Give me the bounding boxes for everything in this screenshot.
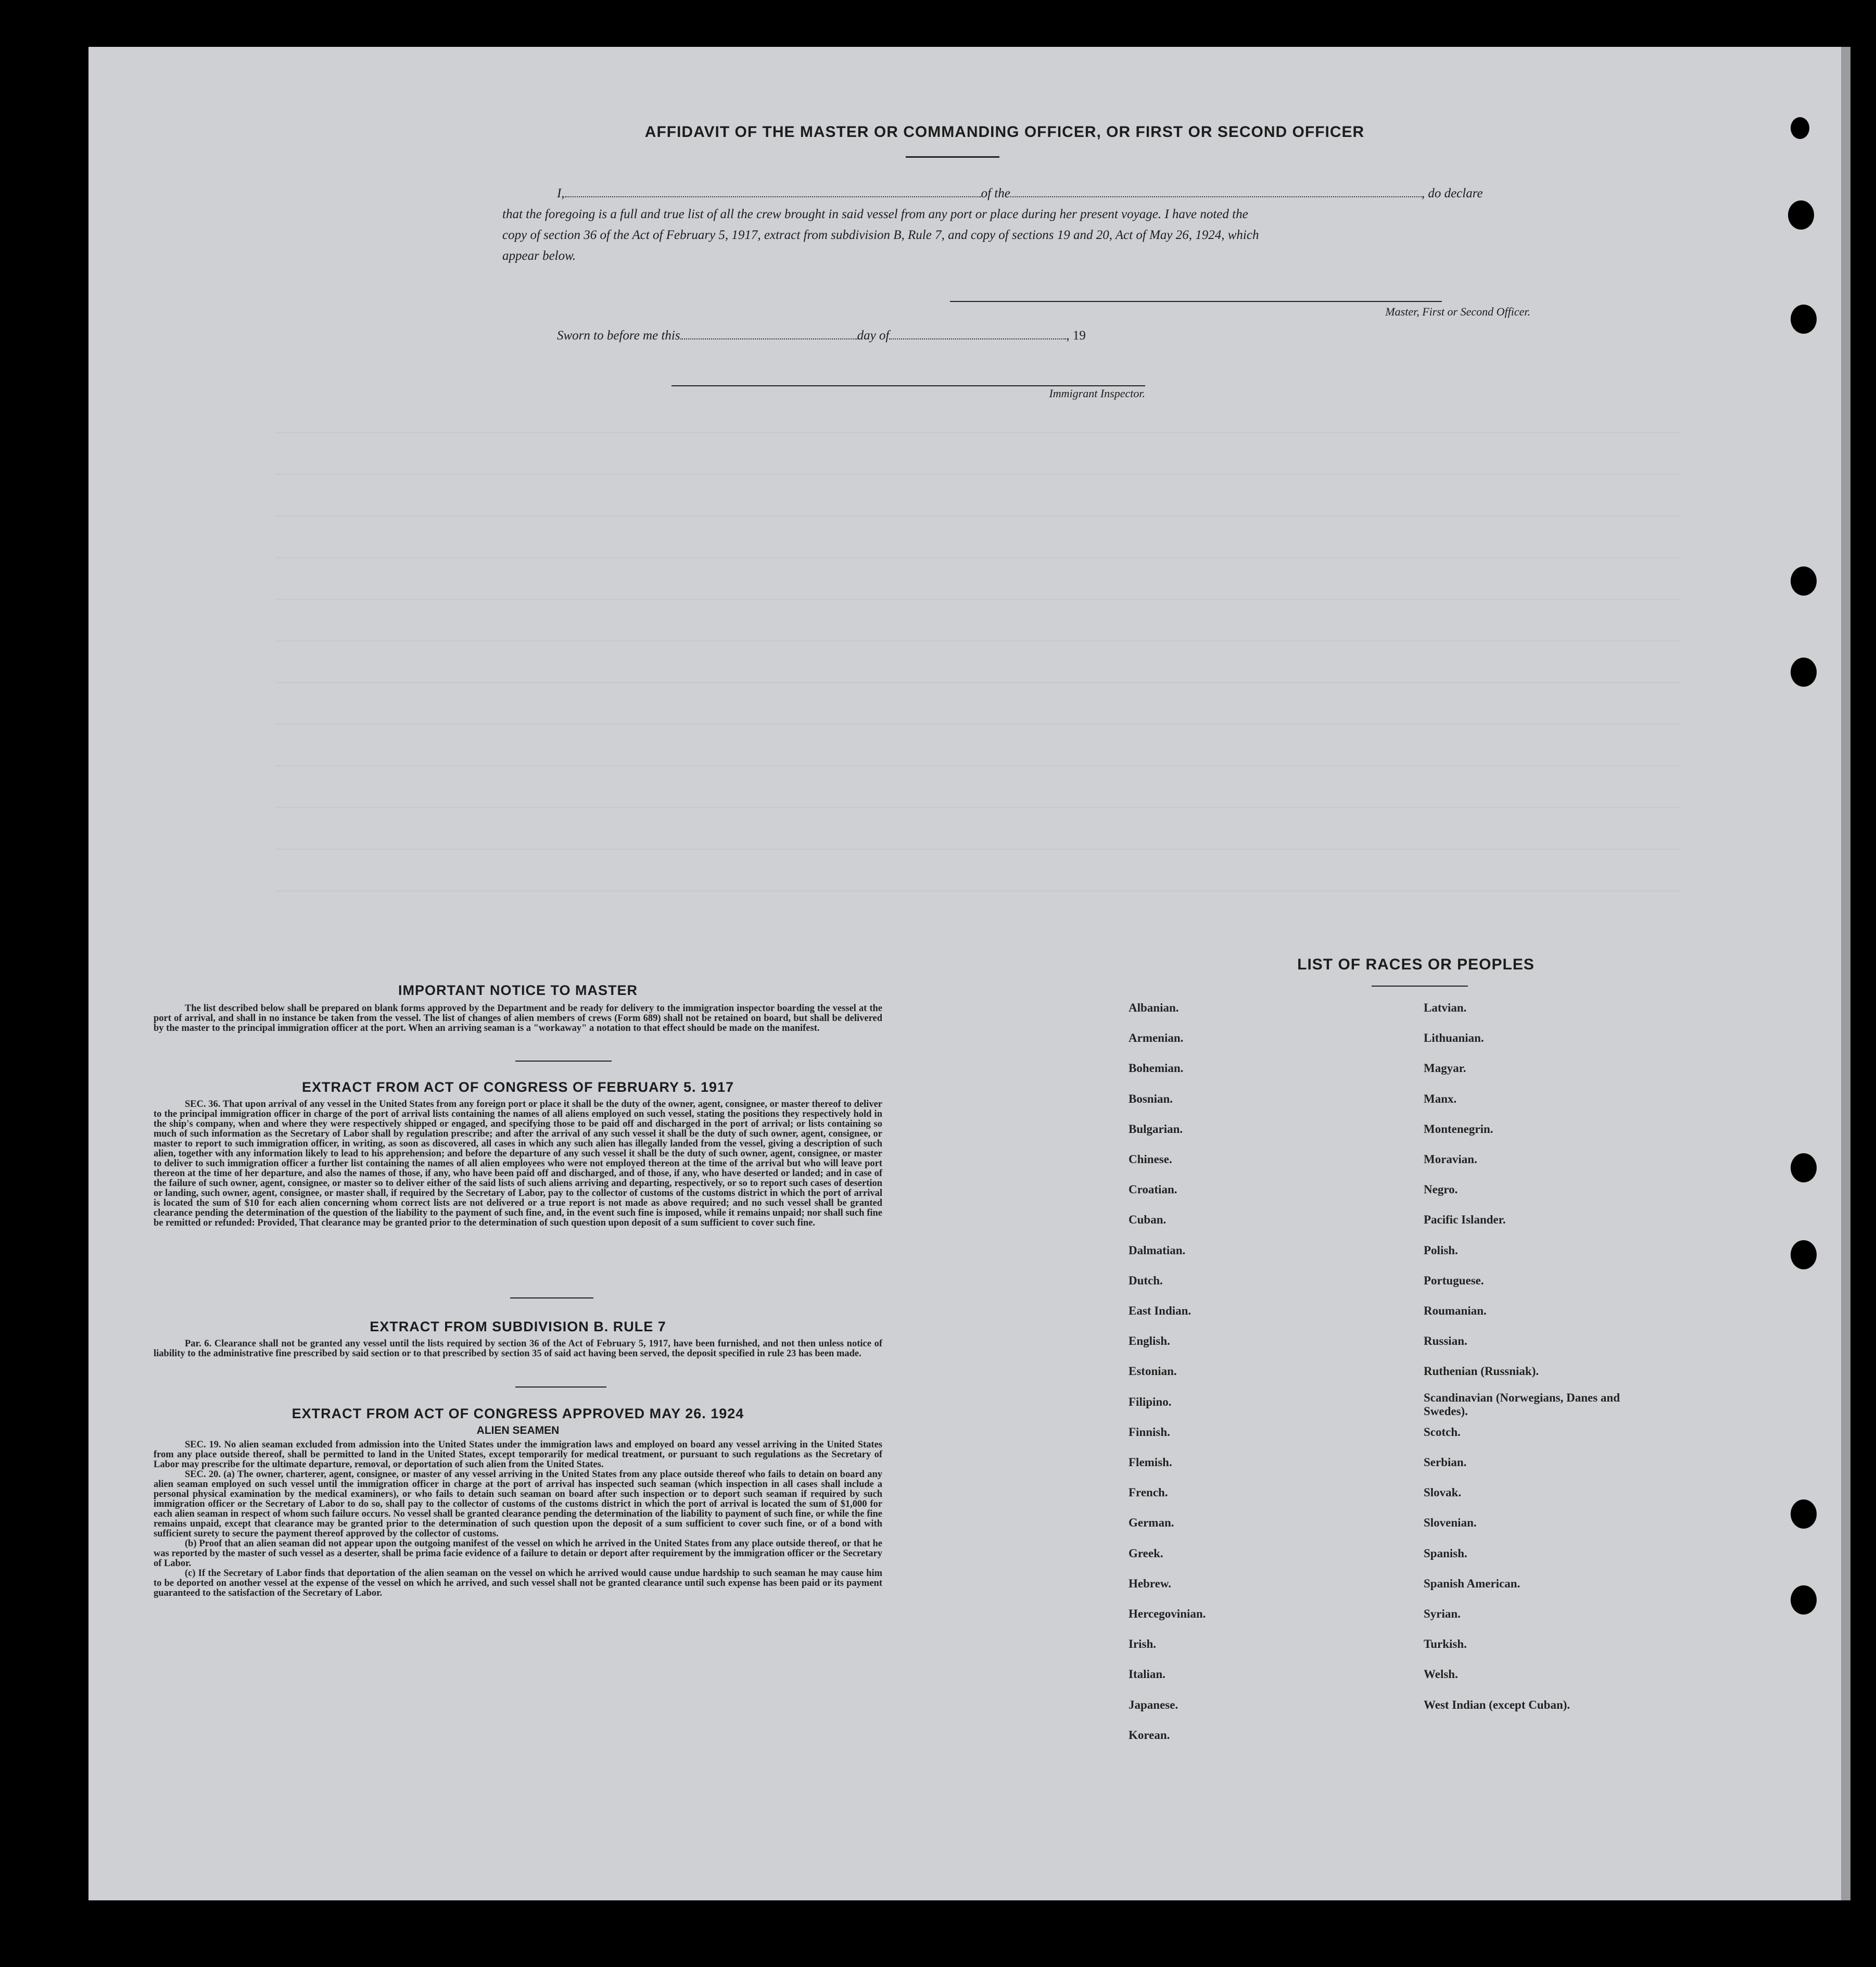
title-rule bbox=[906, 156, 999, 158]
race-item: East Indian. bbox=[1129, 1304, 1191, 1317]
alien-seamen-subtitle: ALIEN SEAMEN bbox=[476, 1424, 560, 1436]
race-item: Latvian. bbox=[1424, 1001, 1467, 1014]
races-title: LIST OF RACES OR PEOPLES bbox=[1297, 956, 1535, 973]
extract-1924-body bbox=[154, 1440, 882, 1598]
race-item: Greek. bbox=[1129, 1546, 1163, 1560]
race-item: Bosnian. bbox=[1129, 1092, 1173, 1105]
race-item: Dutch. bbox=[1129, 1273, 1163, 1287]
affidavit-line-3: copy of section 36 of the Act of February 5, 1917, extract from subdivision B, Rule 7, and copy of sections 19 and 20, Act of May 26, 1924, which bbox=[502, 228, 1259, 242]
race-item: Dalmatian. bbox=[1129, 1243, 1186, 1257]
race-item: French. bbox=[1129, 1486, 1168, 1499]
race-item: Croatian. bbox=[1129, 1183, 1177, 1196]
binder-hole bbox=[1791, 305, 1817, 334]
affidavit-line-2: that the foregoing is a full and true list of all the crew brought in said vessel from any port or place during her present voyage. I have noted the bbox=[502, 207, 1248, 221]
form-page bbox=[88, 47, 1850, 1900]
race-item: Russian. bbox=[1424, 1334, 1467, 1348]
race-item: Serbian. bbox=[1424, 1456, 1467, 1469]
race-item: Polish. bbox=[1424, 1243, 1458, 1257]
race-item: English. bbox=[1129, 1334, 1170, 1348]
extract-1917-rule bbox=[510, 1297, 593, 1298]
extract-1917-body: SEC. 36. That upon arrival of any vessel in the United States from any foreign port or place it shall be the duty of the owner, agent, consignee, or master thereof to deliver to the principal immigration officer in charge of the port of arrival lists containing the names of all aliens employed on such vessel, stating the positions they respectively hold in the ship's company, when and where they were respectively shipped or engaged, and specifying those to be paid off and discharged in the port of arrival; or lists containing so much of such information as the Secretary of Labor shall by regulation prescribe; and after the arrival of any such vessel it shall be the duty of such owner, agent, consignee, or master to report to such immigration officer, in writing, as soon as discovered, all cases in which any such alien has illegally landed from the vessel, giving a description of such alien, together with any information likely to lead to his apprehension; and before the departure of any such vessel it shall be the duty of such owner, agent, consignee, or master to deliver to such immigration officer a further list containing the names of all alien employees who were not employed thereon at the time of the arrival but who will leave port thereon at the time of her departure, and also the names of those, if any, who have been paid off and discharged, and of those, if any, who have deserted or landed; and in case of the failure of such owner, agent, consignee, or master so to deliver either of the said lists of such aliens arriving and departing, respectively, or so to report such cases of desertion or landing, such owner, agent, consignee, or master shall, if required by the Secretary of Labor, pay to the collector of customs of the customs district in which the port of arrival is located the sum of $10 for each alien concerning whom correct lists are not delivered or a true report is not made as above required; and no such vessel shall be granted clearance pending the determination of the question of the liability to the payment of such fine, and, in the event such fine is imposed, while it remains unpaid; nor shall such fine be remitted or refunded: Provided, That clearance may be granted prior to the determination of such question upon deposit of a sum sufficient to cover such fine. bbox=[154, 1099, 882, 1228]
inspector-line[interactable] bbox=[671, 385, 1145, 386]
of-the-label: of the bbox=[981, 186, 1010, 200]
binder-hole bbox=[1791, 658, 1817, 687]
race-item: German. bbox=[1129, 1516, 1174, 1530]
race-item: Spanish. bbox=[1424, 1546, 1467, 1560]
notice-title: IMPORTANT NOTICE TO MASTER bbox=[398, 982, 638, 998]
race-item: Japanese. bbox=[1129, 1698, 1178, 1711]
binder-hole bbox=[1791, 1585, 1817, 1615]
inspector-label: Immigrant Inspector. bbox=[1049, 387, 1145, 400]
binder-hole bbox=[1791, 1499, 1817, 1529]
race-item: Lithuanian. bbox=[1424, 1031, 1484, 1045]
binder-hole bbox=[1791, 566, 1817, 596]
binder-hole bbox=[1791, 117, 1809, 139]
affidavit-line-1 bbox=[502, 183, 1549, 204]
subdivision-rule bbox=[515, 1386, 606, 1388]
binder-hole bbox=[1788, 200, 1814, 230]
race-item: Cuban. bbox=[1129, 1213, 1167, 1227]
race-item: Estonian. bbox=[1129, 1365, 1177, 1378]
race-item: Slovenian. bbox=[1424, 1516, 1477, 1530]
race-item: Bohemian. bbox=[1129, 1062, 1184, 1075]
race-item: Portuguese. bbox=[1424, 1273, 1484, 1287]
race-item: Magyar. bbox=[1424, 1062, 1466, 1075]
race-item: Korean. bbox=[1129, 1728, 1170, 1742]
signature-line[interactable] bbox=[950, 301, 1442, 302]
sec-20a: SEC. 20. (a) The owner, charterer, agent, consignee, or master of any vessel arriving in the United States from any place outside thereof who fails to detain on board any alien seaman employed on such vessel until the immigration officer in charge at the port of arrival has inspected such seaman (which inspection in all cases shall include a personal physical examination by the medical examiners), or who fails to detain such seaman on board after such inspection or to deport such seaman if required by such immigration officer or the Secretary of Labor to do so, shall pay to the collector of customs of the customs district in which the port of arrival is located the sum of $1,000 for each alien seaman in respect of whom such failure occurs. No vessel shall be granted clearance pending the determination of the liability to payment of such fine, or while the fine remains unpaid, except that clearance may be granted prior to the determination of such question upon the deposit of a sum sufficient to cover such fine, or of a bond with sufficient surety to secure the payment thereof approved by the collector of customs. bbox=[154, 1469, 882, 1539]
sworn-label: Sworn to before me this bbox=[557, 329, 680, 343]
sworn-line bbox=[502, 325, 1231, 346]
binder-hole bbox=[1791, 1153, 1817, 1182]
sec-20c: (c) If the Secretary of Labor finds that deportation of the alien seaman on the vessel on which he arrived would cause undue hardship to such seaman he may cause him to be deported on another vessel at the expense of the vessel on which he arrived, and such vessel shall not be granted clearance until such expense has been paid or its payment guaranteed to the satisfaction of the Secretary of Labor. bbox=[154, 1568, 882, 1598]
race-item: Montenegrin. bbox=[1424, 1122, 1493, 1136]
do-declare-label: , do declare bbox=[1421, 186, 1483, 200]
extract-1924-title: EXTRACT FROM ACT OF CONGRESS APPROVED MAY 26. 1924 bbox=[291, 1406, 744, 1421]
race-item: Negro. bbox=[1424, 1183, 1458, 1196]
race-item: Syrian. bbox=[1424, 1607, 1461, 1620]
race-item: Pacific Islander. bbox=[1424, 1213, 1506, 1227]
races-rule bbox=[1372, 986, 1468, 987]
subdivision-body: Par. 6. Clearance shall not be granted any vessel until the lists required by section 36 of the Act of February 5, 1917, have been furnished, and not then unless notice of liability to the administrative fine prescribed by said section or to that prescribed by section 35 of said act having been served, the deposit specified in rule 23 has been made. bbox=[154, 1339, 882, 1359]
name-field[interactable] bbox=[565, 196, 981, 197]
race-item: Flemish. bbox=[1129, 1456, 1172, 1469]
race-item: Moravian. bbox=[1424, 1153, 1477, 1166]
race-item: Ruthenian (Russniak). bbox=[1424, 1365, 1539, 1378]
race-item: Italian. bbox=[1129, 1668, 1165, 1681]
race-item: Armenian. bbox=[1129, 1031, 1184, 1045]
day-of-label: day of bbox=[857, 329, 890, 343]
race-item: Hebrew. bbox=[1129, 1577, 1171, 1590]
signature-label: Master, First or Second Officer. bbox=[1385, 305, 1530, 318]
extract-1917-title: EXTRACT FROM ACT OF CONGRESS OF FEBRUARY 5. 1917 bbox=[301, 1079, 734, 1095]
year-label: , 19 bbox=[1066, 329, 1086, 343]
race-item: Albanian. bbox=[1129, 1001, 1179, 1014]
affidavit-line-4: appear below. bbox=[502, 249, 576, 263]
race-item: Chinese. bbox=[1129, 1153, 1172, 1166]
subdivision-title: EXTRACT FROM SUBDIVISION B. RULE 7 bbox=[370, 1319, 666, 1334]
i-label: I, bbox=[557, 186, 565, 200]
race-item: West Indian (except Cuban). bbox=[1424, 1698, 1570, 1711]
binder-hole bbox=[1791, 1240, 1817, 1269]
affidavit-title: AFFIDAVIT OF THE MASTER OR COMMANDING OFFICER, OR FIRST OR SECOND OFFICER bbox=[644, 123, 1365, 141]
race-item: Irish. bbox=[1129, 1637, 1157, 1651]
race-item: Hercegovinian. bbox=[1129, 1607, 1206, 1620]
race-item: Welsh. bbox=[1424, 1668, 1458, 1681]
sec-20b: (b) Proof that an alien seaman did not appear upon the outgoing manifest of the vessel on which he arrived in the United States from any place outside thereof, or that he was reported by the master of such vessel as a deserter, shall be prima facie evidence of a failure to detain or deport after requirement by the immigration officer or the Secretary of Labor. bbox=[154, 1539, 882, 1569]
race-item: Manx. bbox=[1424, 1092, 1457, 1105]
race-item: Spanish American. bbox=[1424, 1577, 1520, 1590]
notice-rule bbox=[515, 1061, 612, 1062]
race-item: Scandinavian (Norwegians, Danes and Swedes). bbox=[1424, 1391, 1620, 1418]
race-item: Slovak. bbox=[1424, 1486, 1462, 1499]
page-edge bbox=[1841, 47, 1850, 1900]
race-item: Roumanian. bbox=[1424, 1304, 1487, 1317]
race-item: Turkish. bbox=[1424, 1637, 1467, 1651]
race-item: Finnish. bbox=[1129, 1425, 1170, 1439]
race-item: Bulgarian. bbox=[1129, 1122, 1183, 1136]
notice-body: The list described below shall be prepared on blank forms approved by the Department and be ready for delivery to the immigration inspector boarding the vessel at the port of arrival, and shall in no instance be taken from the vessel. The list of changes of alien members of crews (Form 689) shall not be retained on board, but shall be delivered by the master to the principal immigration officer at the port. When an arriving seaman is a "workaway" a notation to that effect should be made on the manifest. bbox=[154, 1003, 882, 1033]
vessel-field[interactable] bbox=[1010, 196, 1422, 197]
affidavit-body bbox=[502, 183, 1549, 267]
day-field[interactable] bbox=[680, 338, 857, 339]
race-item: Filipino. bbox=[1129, 1395, 1172, 1408]
race-item: Scotch. bbox=[1424, 1425, 1461, 1439]
sec-19: SEC. 19. No alien seaman excluded from admission into the United States under the immigration laws and employed on board any vessel arriving in the United States from any place outside thereof, shall be permitted to land in the United States, except temporarily for medical treatment, or pursuant to such regulations as the Secretary of Labor may prescribe for the ultimate departure, removal, or deportation of such alien from the United States. bbox=[154, 1440, 882, 1470]
month-field[interactable] bbox=[889, 338, 1066, 339]
